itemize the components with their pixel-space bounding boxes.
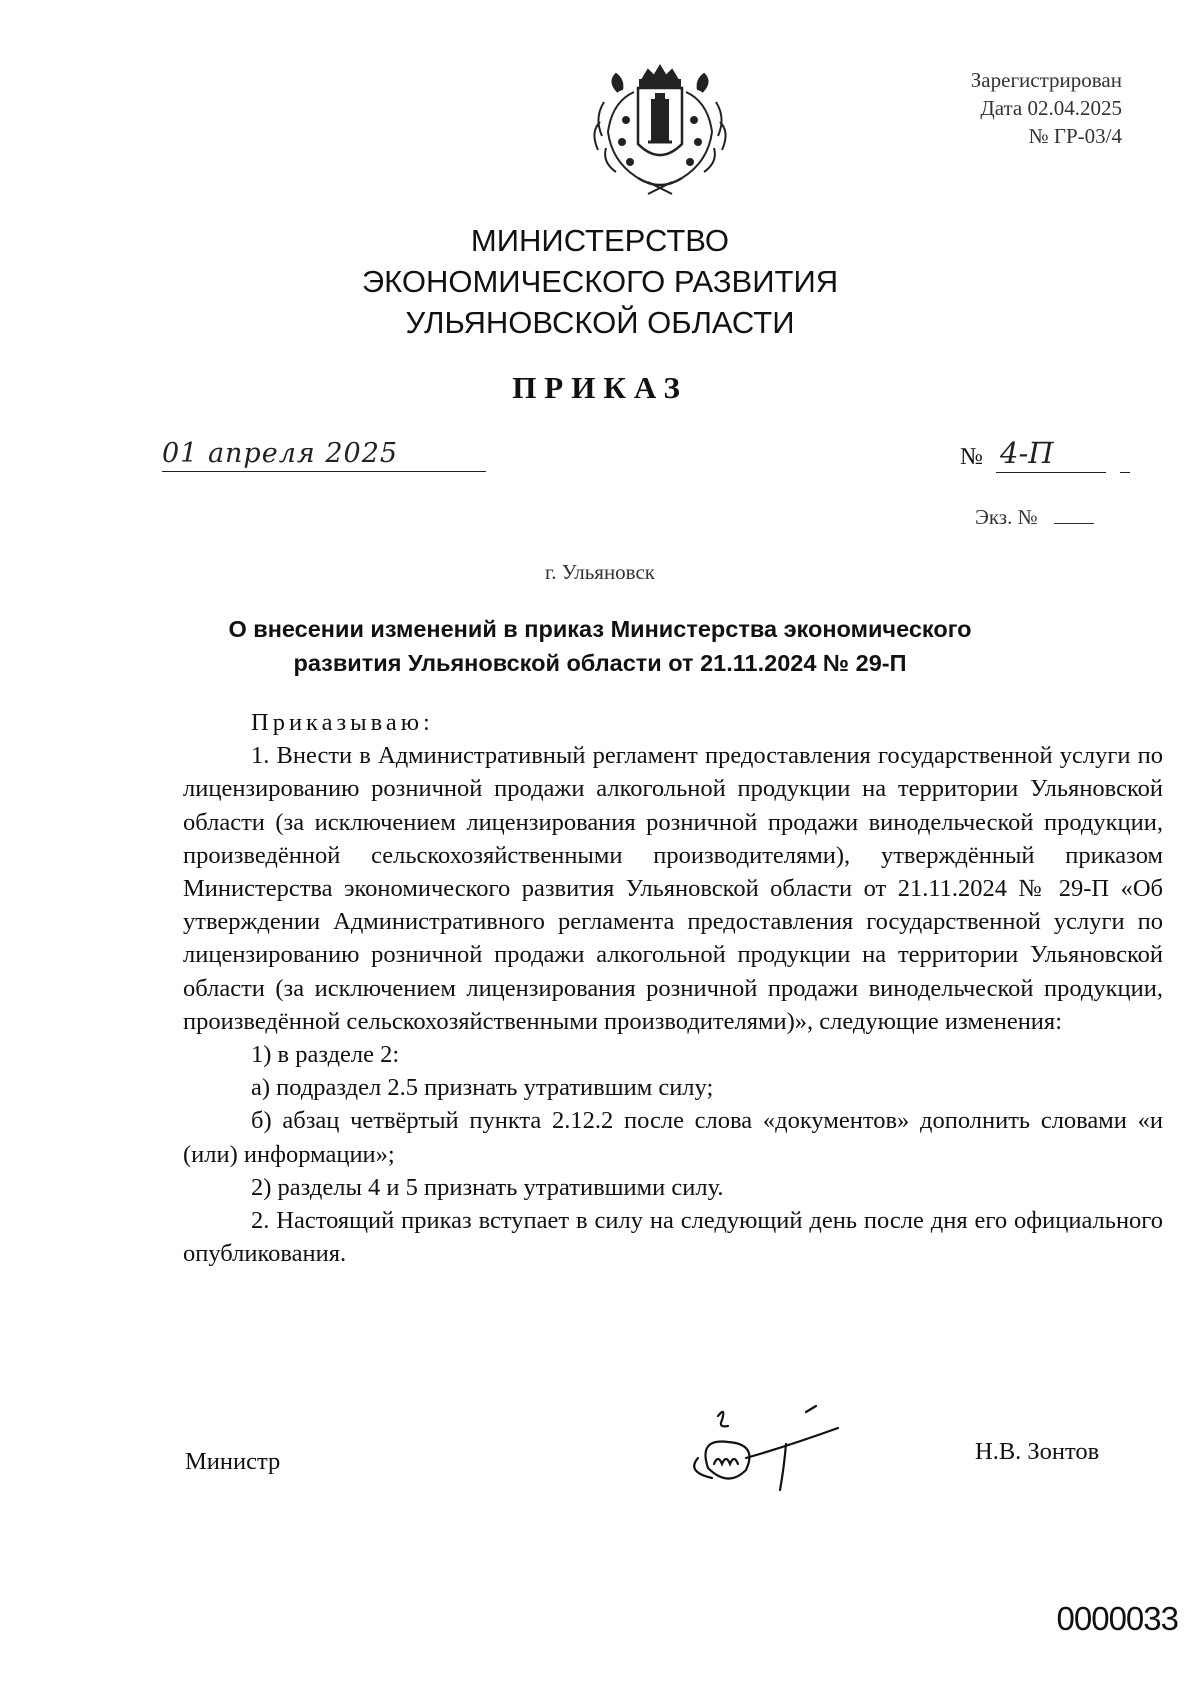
paragraph-1-item-1: 1) в разделе 2: bbox=[251, 1041, 400, 1069]
registration-number: № ГР-03/4 bbox=[1028, 124, 1122, 148]
order-number-label: № bbox=[960, 444, 983, 470]
ministry-line-1: МИНИСТЕРСТВО bbox=[470, 223, 730, 258]
sheet-number: 0000033 bbox=[1056, 1600, 1178, 1637]
registration-date: Дата 02.04.2025 bbox=[980, 96, 1122, 120]
order-subject bbox=[220, 612, 980, 680]
signatory-title: Министр bbox=[185, 1448, 281, 1475]
number-underline bbox=[996, 472, 1106, 473]
order-number bbox=[960, 438, 1160, 474]
ministry-line-2: ЭКОНОМИЧЕСКОГО РАЗВИТИЯ bbox=[361, 264, 839, 299]
registration-status: Зарегистрирован bbox=[970, 68, 1122, 92]
copy-number-label: Экз. № bbox=[975, 505, 1038, 529]
date-underline bbox=[162, 471, 486, 472]
ministry-line-3: УЛЬЯНОВСКОЙ ОБЛАСТИ bbox=[405, 305, 795, 340]
orders-word: Приказываю: bbox=[251, 709, 434, 736]
copy-number bbox=[975, 505, 1125, 530]
city: г. Ульяновск bbox=[544, 560, 655, 584]
document-type: ПРИКАЗ bbox=[512, 370, 688, 405]
signatory-name: Н.В. Зонтов bbox=[975, 1438, 1100, 1465]
paragraph-1: 1. Внести в Административный регламент предоставления государственной услуги по лицензированию розничной продажи алкогольной продукции на территории Ульяновской области (за исключением лицензирования розничной продажи винодельческой продукции, произведённой сельскохозяйственными производителями), утверждённый приказом Министерства экономического развития Ульяновской области от 21.11.2024 № 29-П «Об утверждении Административного регламента предоставления государственной услуги по лицензированию розничной продажи алкогольной продукции на территории Ульяновской области (за исключением лицензирования розничной продажи винодельческой продукции, произведённой сельскохозяйственными производителями)», следующие изменения: bbox=[183, 742, 1163, 1035]
order-date bbox=[162, 436, 486, 472]
paragraph-2: 2. Настоящий приказ вступает в силу на следующий день после дня его официального опубликования. bbox=[183, 1207, 1163, 1268]
handwritten-signature bbox=[688, 1398, 868, 1508]
number-underline-tail bbox=[1120, 472, 1130, 473]
copy-number-blank bbox=[1054, 505, 1094, 524]
paragraph-1-item-1b: б) абзац четвёртый пункта 2.12.2 после слова «документов» дополнить словами «и (или) информации»; bbox=[183, 1107, 1163, 1168]
paragraph-1-item-1a: а) подраздел 2.5 признать утратившим силу; bbox=[251, 1074, 714, 1102]
registration-stamp bbox=[862, 66, 1122, 150]
subject-line-2: развития Ульяновской области от 21.11.2024 № 29-П bbox=[293, 650, 907, 676]
paragraph-1-item-2: 2) разделы 4 и 5 признать утратившими силу. bbox=[251, 1173, 724, 1201]
coat-of-arms-icon bbox=[582, 62, 738, 198]
order-number-handwritten: 4-П bbox=[1000, 436, 1054, 470]
ministry-name bbox=[300, 220, 900, 343]
order-body bbox=[183, 706, 1163, 1270]
subject-line-1: О внесении изменений в приказ Министерства экономического bbox=[228, 616, 972, 642]
order-date-handwritten: 01 апреля 2025 bbox=[162, 438, 399, 469]
